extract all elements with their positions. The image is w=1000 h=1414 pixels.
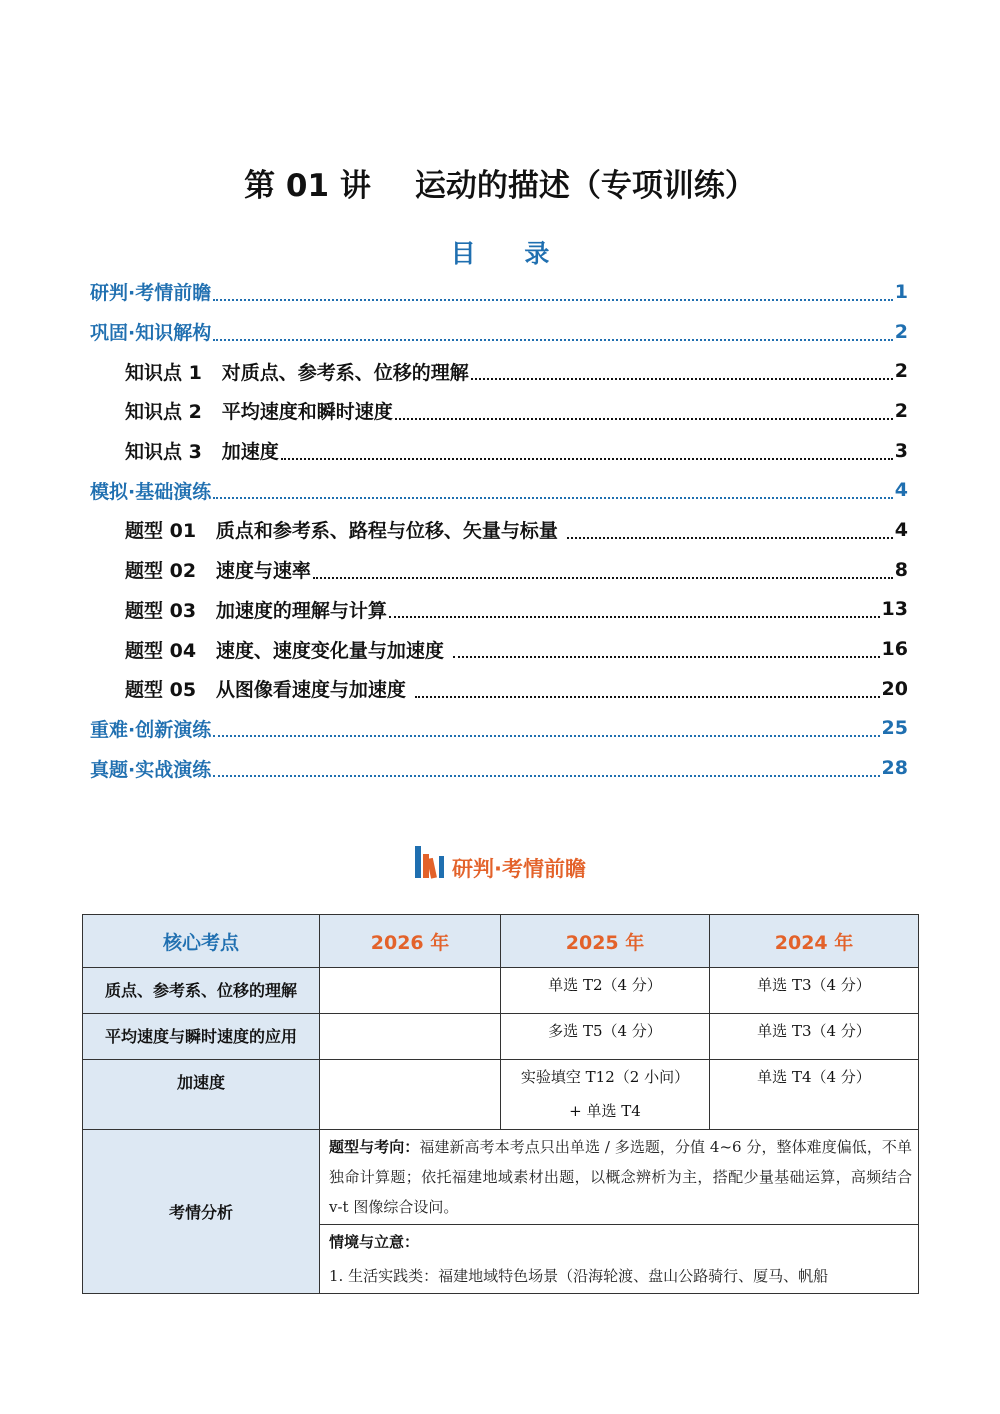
toc-entry[interactable]	[90, 709, 908, 749]
toc-leader-dots	[389, 616, 880, 618]
toc-leader-dots	[213, 299, 893, 301]
toc-leader-dots	[281, 458, 893, 460]
analysis-cell	[320, 1130, 919, 1294]
cell-2025-line1: 实验填空 T12（2 小问）	[520, 1068, 690, 1086]
toc-entry-prefix: 题型 03	[125, 599, 216, 622]
analysis-p2-title: 情境与立意：	[329, 1233, 420, 1251]
toc-entry[interactable]	[90, 629, 908, 669]
toc-leader-dots	[471, 378, 893, 380]
toc-leader-dots	[453, 656, 880, 658]
topic-cell: 质点、参考系、位移的理解	[83, 968, 320, 1014]
toc-leader-dots	[415, 696, 880, 698]
toc-entry-page: 4	[894, 518, 908, 541]
toc-entry[interactable]	[90, 550, 908, 590]
toc-entry-prefix: 知识点 3	[125, 441, 222, 464]
toc-entry-page: 25	[881, 717, 908, 740]
cell-2024: 单选 T4（4 分）	[710, 1060, 919, 1130]
toc-entry[interactable]	[90, 470, 908, 510]
toc-entry-label: 真题·实战演练	[90, 758, 212, 781]
analysis-paragraph-3: 1. 生活实践类：福建地域特色场景（沿海轮渡、盘山公路骑行、厦马、帆船	[329, 1267, 829, 1285]
section-heading	[0, 844, 1000, 883]
toc-leader-dots	[213, 339, 893, 341]
toc-entry-page: 4	[894, 479, 908, 502]
toc-leader-dots	[213, 735, 879, 737]
toc-entry-prefix: 题型 05	[125, 679, 216, 702]
header-2026: 2026 年	[320, 915, 501, 968]
cell-2025: 多选 T5（4 分）	[501, 1014, 710, 1060]
toc-entry[interactable]	[90, 590, 908, 630]
toc-entry-page: 16	[881, 638, 908, 661]
toc-entry-label: 从图像看速度与加速度	[215, 679, 413, 702]
toc-entry[interactable]	[90, 748, 908, 788]
cell-2024: 单选 T3（4 分）	[710, 1014, 919, 1060]
cell-2025-line2: + 单选 T4	[569, 1102, 641, 1120]
toc-entry-page: 3	[894, 439, 908, 462]
toc-entry-label: 重难·创新演练	[90, 718, 212, 741]
cell-2025	[501, 1060, 710, 1130]
toc-leader-dots	[313, 577, 893, 579]
toc-leader-dots	[213, 497, 893, 499]
toc-entry-page: 1	[894, 280, 908, 303]
topic-cell: 加速度	[83, 1060, 320, 1130]
toc-entry-label: 巩固·知识解构	[90, 322, 212, 345]
toc-entry-page: 2	[894, 399, 908, 422]
analysis-p1-title: 题型与考向：	[329, 1138, 420, 1156]
toc-entry[interactable]	[90, 431, 908, 471]
toc-entry-label: 加速度	[221, 441, 279, 464]
toc-entry[interactable]	[90, 669, 908, 709]
analysis-paragraph-2	[320, 1224, 918, 1259]
analysis-p1-text: 福建新高考本考点只出单选 / 多选题，分值 4~6 分，整体难度偏低，不单独命计算题；依托福建地域素材出题，以概念辨析为主，搭配少量基础运算，高频结合 v-t 图像综合设问。	[329, 1138, 912, 1216]
toc-entry-prefix: 题型 02	[125, 560, 216, 583]
toc-entry-label: 对质点、参考系、位移的理解	[221, 361, 469, 384]
books-icon	[414, 844, 446, 880]
toc-entry[interactable]	[90, 272, 908, 312]
toc-entry[interactable]	[90, 510, 908, 550]
toc-entry-page: 28	[881, 757, 908, 780]
cell-2026	[320, 968, 501, 1014]
header-2024: 2024 年	[710, 915, 919, 968]
analysis-label: 考情分析	[83, 1130, 320, 1294]
cell-2026	[320, 1060, 501, 1130]
toc-entry-page: 8	[894, 558, 908, 581]
toc-leader-dots	[213, 775, 879, 777]
toc-entry-label: 质点和参考系、路程与位移、矢量与标量	[215, 520, 565, 543]
toc-entry-label: 速度与速率	[215, 560, 311, 583]
toc-entry-prefix: 知识点 2	[125, 401, 222, 424]
table-row	[83, 1060, 919, 1130]
toc-entry-label: 加速度的理解与计算	[215, 599, 387, 622]
cell-2024: 单选 T3（4 分）	[710, 968, 919, 1014]
section-heading-text: 研判·考情前瞻	[452, 857, 586, 881]
toc-leader-dots	[395, 418, 893, 420]
toc-entry[interactable]	[90, 351, 908, 391]
table-of-contents	[90, 272, 908, 788]
analysis-paragraph-1	[320, 1130, 918, 1224]
toc-entry-page: 13	[881, 598, 908, 621]
toc-entry-label: 平均速度和瞬时速度	[221, 401, 393, 424]
toc-entry-label: 研判·考情前瞻	[90, 282, 212, 305]
toc-entry-page: 20	[881, 677, 908, 700]
cell-2026	[320, 1014, 501, 1060]
toc-entry-prefix: 知识点 1	[125, 361, 222, 384]
toc-entry-prefix: 题型 04	[125, 639, 216, 662]
toc-entry-label: 速度、速度变化量与加速度	[215, 639, 451, 662]
toc-entry-page: 2	[894, 320, 908, 343]
toc-entry[interactable]	[90, 391, 908, 431]
toc-heading: 目 录	[450, 239, 570, 268]
header-core-topic: 核心考点	[83, 915, 320, 968]
lecture-topic: 运动的描述（专项训练）	[414, 168, 756, 204]
toc-entry-page: 2	[894, 360, 908, 383]
analysis-row	[83, 1130, 919, 1294]
toc-entry[interactable]	[90, 312, 908, 352]
toc-entry-prefix: 题型 01	[125, 520, 216, 543]
topic-cell: 平均速度与瞬时速度的应用	[83, 1014, 320, 1060]
lecture-number: 第 01 讲	[244, 168, 371, 204]
toc-leader-dots	[567, 537, 893, 539]
exam-analysis-table	[82, 914, 919, 1294]
table-header-row	[83, 915, 919, 968]
table-row	[83, 1014, 919, 1060]
header-2025: 2025 年	[501, 915, 710, 968]
table-row	[83, 968, 919, 1014]
toc-entry-label: 模拟·基础演练	[90, 480, 212, 503]
page-title	[0, 160, 1000, 205]
cell-2025: 单选 T2（4 分）	[501, 968, 710, 1014]
